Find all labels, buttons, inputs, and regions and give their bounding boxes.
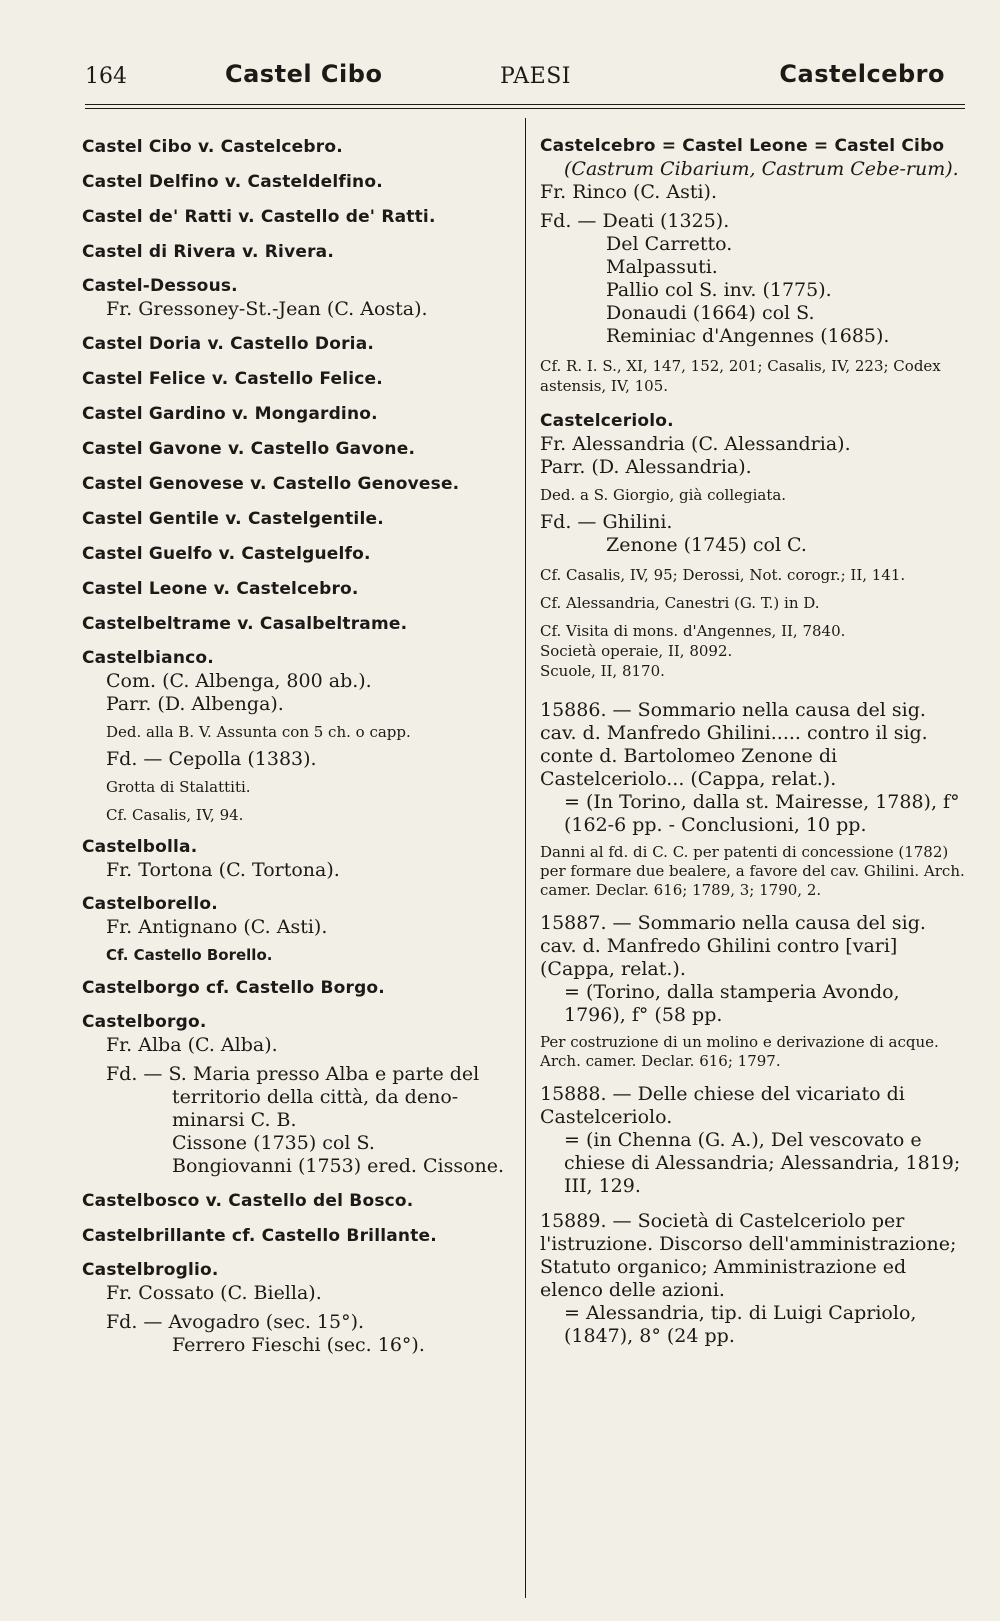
entry-cf: Cf. Casalis, IV, 94. [106, 806, 244, 824]
entry-cf: Cf. R. I. S., XI, 147, 152, 201; Casalis, IV, 223; Codex astensis, IV, 105. [540, 357, 941, 395]
entry-castel-dessous [82, 275, 512, 321]
entry-castel-di-rivera [82, 240, 512, 264]
header-rule [85, 104, 965, 105]
entry-cf: Cf. Alessandria, Canestri (G. T.) in D. [540, 594, 820, 612]
entry-line: Com. (C. Albenga, 800 ab.). [106, 670, 372, 692]
entry-publication: = Alessandria, tip. di Luigi Capriolo, (1847), 8° (24 pp. [564, 1302, 917, 1347]
entry-head: Castel Delfino v. Casteldelfino. [82, 172, 383, 192]
entry-castelcebro [540, 135, 965, 396]
running-header [85, 60, 965, 100]
entry-line: Zenone (1745) col C. [606, 534, 807, 556]
entry-title: Società di Castelceriolo per l'istruzione. Discorso dell'amministrazione; Statuto organico; Amministrazione ed elenco delle azioni. [540, 1210, 957, 1301]
entry-head: Castelbosco v. Castello del Bosco. [82, 1191, 414, 1211]
entry-number: 15889. — [540, 1210, 632, 1232]
entry-line: Parr. (D. Alessandria). [540, 456, 752, 478]
entry-castel-gardino [82, 402, 512, 426]
entry-head: Castelbrillante cf. Castello Brillante. [82, 1226, 437, 1246]
entry-head: Castelbeltrame v. Casalbeltrame. [82, 614, 408, 634]
entry-line: Fd. — Deati (1325). [540, 210, 730, 232]
entry-line: Pallio col S. inv. (1775). [606, 279, 832, 301]
entry-castel-delfino [82, 170, 512, 194]
entry-line: Fd. — Avogadro (sec. 15°). [106, 1311, 365, 1333]
entry-castel-de-ratti [82, 205, 512, 229]
entry-head: Castel Felice v. Castello Felice. [82, 369, 383, 389]
entry-castel-gavone [82, 437, 512, 461]
entry-title: Sommario nella causa del sig. cav. d. Manfredo Ghilini..... contro il sig. conte d. Bartolomeo Zenone di Castelceriolo... (Cappa, relat.). [540, 699, 928, 790]
entry-line: territorio della città, da deno- [172, 1086, 459, 1108]
entry-castel-leone [82, 577, 512, 601]
header-left-title: Castel Cibo [225, 60, 383, 88]
entry-line: Fr. Rinco (C. Asti). [540, 181, 717, 203]
entry-cf: Cf. Castello Borello. [106, 946, 273, 964]
entry-line: Fr. Antignano (C. Asti). [106, 916, 328, 938]
entry-line: minarsi C. B. [172, 1109, 297, 1131]
header-rule-second [85, 108, 965, 109]
entry-note: Ded. a S. Giorgio, già collegiata. [540, 486, 787, 504]
entry-head: Castel Cibo v. Castelcebro. [82, 137, 343, 157]
entry-castel-guelfo [82, 542, 512, 566]
entry-note: Danni al fd. di C. C. per patenti di concessione (1782) per formare due bealere, a favore del cav. Ghilini. Arch. camer. Declar. 616; 1789, 3; 1790, 2. [540, 843, 965, 899]
entry-castelbroglio [82, 1259, 512, 1357]
entry-line: Ferrero Fieschi (sec. 16°). [172, 1334, 425, 1356]
entry-cf: Cf. Casalis, IV, 95; Derossi, Not. corogr.; II, 141. [540, 566, 906, 584]
column-divider [525, 118, 526, 1598]
entry-line: Fd. — Cepolla (1383). [106, 748, 317, 770]
entry-line: Fr. Gressoney-St.-Jean (C. Aosta). [106, 298, 428, 320]
entry-alt-names: (Castrum Cibarium, Castrum Cebe-rum). [564, 158, 959, 180]
entry-title: Sommario nella causa del sig. cav. d. Manfredo Ghilini contro [vari] (Cappa, relat.). [540, 912, 926, 980]
entry-castelbrillante [82, 1224, 512, 1248]
bibliography-entry [540, 1210, 965, 1348]
entry-line: Malpassuti. [606, 256, 718, 278]
entry-publication: = (Torino, dalla stamperia Avondo, 1796), f° (58 pp. [564, 981, 900, 1026]
entry-head: Castel Genovese v. Castello Genovese. [82, 474, 460, 494]
entry-head: Castelborgo. [82, 1012, 207, 1032]
entry-head: Castel Gardino v. Mongardino. [82, 404, 378, 424]
entry-line: Cissone (1735) col S. [172, 1132, 375, 1154]
entry-head: Castel de' Ratti v. Castello de' Ratti. [82, 207, 436, 227]
entry-note: Per costruzione di un molino e derivazione di acque. Arch. camer. Declar. 616; 1797. [540, 1033, 939, 1070]
entry-cf: Cf. Visita di mons. d'Angennes, II, 7840. [540, 622, 846, 640]
entry-publication: = (In Torino, dalla st. Mairesse, 1788), f° (162-6 pp. - Conclusioni, 10 pp. [564, 791, 960, 836]
right-column [540, 135, 965, 1360]
entry-line: Fr. Cossato (C. Biella). [106, 1282, 322, 1304]
entry-head: Castelborgo cf. Castello Borgo. [82, 978, 385, 998]
entry-line: Parr. (D. Albenga). [106, 693, 284, 715]
entry-head: Castel Gavone v. Castello Gavone. [82, 439, 416, 459]
entry-head: Castel Doria v. Castello Doria. [82, 334, 375, 354]
entry-note: Grotta di Stalattiti. [106, 778, 251, 796]
entry-line: Reminiac d'Angennes (1685). [606, 325, 890, 347]
entry-head: Castelbolla. [82, 837, 198, 857]
entry-number: 15888. — [540, 1083, 632, 1105]
entry-line: Fr. Tortona (C. Tortona). [106, 859, 340, 881]
entry-head: Castelborello. [82, 894, 218, 914]
entry-castelborgo [82, 1011, 512, 1178]
entry-cf: Scuole, II, 8170. [540, 662, 665, 680]
entry-line: Fr. Alba (C. Alba). [106, 1034, 278, 1056]
entry-number: 15887. — [540, 912, 632, 934]
entry-head: Castelbianco. [82, 648, 214, 668]
entry-note: Ded. alla B. V. Assunta con 5 ch. o capp. [106, 723, 411, 741]
entry-castel-doria [82, 332, 512, 356]
entry-line: Bongiovanni (1753) ered. Cissone. [172, 1155, 505, 1177]
entry-head: Castel-Dessous. [82, 276, 238, 296]
entry-line: Del Carretto. [606, 233, 733, 255]
entry-publication: = (in Chenna (G. A.), Del vescovato e chiese di Alessandria; Alessandria, 1819; III, 129. [564, 1129, 961, 1197]
bibliography-entry [540, 1083, 965, 1198]
entry-head: Castel Gentile v. Castelgentile. [82, 509, 384, 529]
entry-castelbolla [82, 836, 512, 882]
entry-castel-cibo [82, 135, 512, 159]
entry-number: 15886. — [540, 699, 632, 721]
entry-line: Fr. Alessandria (C. Alessandria). [540, 433, 851, 455]
entry-head: Castel Leone v. Castelcebro. [82, 579, 359, 599]
entry-head: Castel di Rivera v. Rivera. [82, 242, 334, 262]
entry-castelborgo-cf [82, 976, 512, 1000]
entry-head: Castelceriolo. [540, 411, 674, 431]
header-section-title: PAESI [500, 64, 571, 89]
left-column [82, 135, 512, 1368]
entry-castelceriolo [540, 410, 965, 681]
entry-castelborello [82, 893, 512, 965]
entry-castel-genovese [82, 472, 512, 496]
entry-line: Donaudi (1664) col S. [606, 302, 815, 324]
entry-head: Castelbroglio. [82, 1260, 219, 1280]
entry-castelbianco [82, 647, 512, 825]
entry-cf: Società operaie, II, 8092. [540, 642, 733, 660]
header-right-title: Castelcebro [779, 60, 945, 88]
page-number: 164 [85, 64, 127, 89]
entry-head: Castel Guelfo v. Castelguelfo. [82, 544, 371, 564]
entry-castelbeltrame [82, 612, 512, 636]
bibliography-entry [540, 912, 965, 1071]
entry-castel-felice [82, 367, 512, 391]
entry-line: Fd. — S. Maria presso Alba e parte del [106, 1063, 480, 1085]
entry-title: Delle chiese del vicariato di Castelceriolo. [540, 1083, 905, 1128]
entry-castel-gentile [82, 507, 512, 531]
entry-line: Fd. — Ghilini. [540, 511, 673, 533]
entry-castelbosco [82, 1189, 512, 1213]
entry-head: Castelcebro = Castel Leone = Castel Cibo [540, 136, 945, 156]
bibliography-entry [540, 699, 965, 900]
